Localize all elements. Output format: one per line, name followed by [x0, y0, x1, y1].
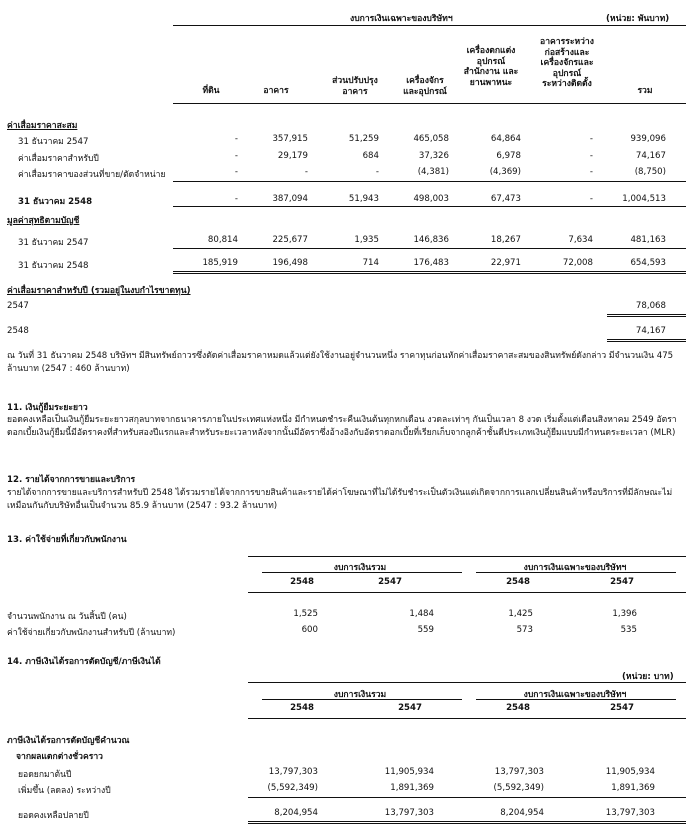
- dep-row-3-construction: -: [589, 167, 593, 177]
- nbv-row-1-rule: [173, 248, 686, 249]
- fully-depreciated-note: ณ วันที่ 31 ธันวาคม 2548 บริษัทฯ มีสินทรัพย์ถาวรซึ่งตัดค่าเสื่อมราคาหมดแล้วแต่ยังใช้งานอยู่จำนวนหนึ่ง ราคาทุนก่อนหักค่าเสื่อมราคาสะสมของสินทรัพย์ดังกล่าว มีจำนวนเงิน 475 ล้านบาท (2547 : 460 ล้านบาท): [7, 351, 674, 374]
- s13-row-1-v4: 1,396: [612, 609, 637, 619]
- s13-row-1-v2: 1,484: [409, 609, 434, 619]
- depyear-2-value: 74,167: [635, 326, 666, 336]
- s14-row-2-v4: 1,891,369: [611, 783, 655, 793]
- section-accumulated-depreciation: ค่าเสื่อมราคาสะสม: [7, 121, 78, 131]
- dep-total-total: 1,004,513: [622, 194, 666, 204]
- s14-row-2-v2: 1,891,369: [390, 783, 434, 793]
- col-improvement-header: ส่วนปรับปรุง อาคาร: [332, 76, 378, 97]
- s14-total-v1: 8,204,954: [274, 808, 318, 818]
- s13-year-2: 2547: [378, 577, 402, 587]
- s14-row-2-v1: (5,592,349): [267, 783, 318, 793]
- dep-total-label: 31 ธันวาคม 2548: [18, 197, 93, 207]
- dep-total-furniture: 67,473: [490, 194, 521, 204]
- table1-header-rule: [173, 103, 686, 104]
- s14-group-separate: งบการเงินเฉพาะของบริษัทฯ: [523, 690, 627, 700]
- depyear-1-rule-1: [607, 314, 686, 315]
- section-net-book-value: มูลค่าสุทธิตามบัญชี: [7, 216, 80, 226]
- s14-subtotal-rule: [248, 797, 686, 798]
- dep-row-1-label: 31 ธันวาคม 2547: [18, 137, 89, 147]
- s13-row-2-label: ค่าใช้จ่ายเกี่ยวกับพนักงานสำหรับปี (ล้านบาท): [7, 628, 176, 638]
- s13-row-2-v4: 535: [620, 625, 637, 635]
- s14-row-1-v1: 13,797,303: [268, 767, 318, 777]
- dep-total-building: 387,094: [272, 194, 308, 204]
- table1-header-group: งบการเงินเฉพาะของบริษัทฯ: [350, 14, 453, 24]
- s14-row-1-v4: 11,905,934: [605, 767, 655, 777]
- dep-row-1-construction: -: [589, 134, 593, 144]
- dep-row-2-land: -: [234, 151, 238, 161]
- s14-subtitle-1: ภาษีเงินได้รอการตัดบัญชีคำนวณ: [7, 736, 130, 746]
- s14-total-v2: 13,797,303: [384, 808, 434, 818]
- section-12-title: 12. รายได้จากการขายและบริการ: [7, 475, 136, 485]
- dep-row-1-building: 357,915: [272, 134, 308, 144]
- dep-row-1-land: -: [234, 134, 238, 144]
- s14-total-v4: 13,797,303: [605, 808, 655, 818]
- col-furniture-header: เครื่องตกแต่ง อุปกรณ์ สำนักงาน และ ยานพาหนะ: [463, 46, 519, 88]
- s13-year-3: 2548: [506, 577, 530, 587]
- section-11-text: ยอดคงเหลือเป็นเงินกู้ยืมระยะยาวสกุลบาทจากธนาคารภายในประเทศแห่งหนึ่ง มีกำหนดชำระคืนเงินต้นทุกหกเดือน งวดละเท่าๆ กันเป็นเวลา 8 งวด เริ่มตั้งแต่เดือนสิงหาคม 2549 อัตราดอกเบี้ยเงินกู้ยืมนี้มีอัตราคงที่สำหรับสองปีแรกและสำหรับระยะเวลาหลังจากนั้นมีอัตราซึ่งอ้างอิงกับอัตราดอกเบี้ยที่เรียกเก็บจากลูกค้าชั้นดีประเภทเงินกู้ยืมแบบมีกำหนดระยะเวลา (MLR): [7, 415, 677, 438]
- s13-row-1-v3: 1,425: [508, 609, 533, 619]
- table1-top-rule: [173, 25, 686, 26]
- s13-group-separate: งบการเงินเฉพาะของบริษัทฯ: [523, 563, 627, 573]
- s13-group-rule-2: [476, 572, 676, 573]
- dep-row-3-machinery: (4,381): [417, 167, 449, 177]
- nbv-row-2-machinery: 176,483: [413, 258, 449, 268]
- nbv-row-2-construction: 72,008: [562, 258, 593, 268]
- dep-row-3-furniture: (4,369): [489, 167, 521, 177]
- section-depreciation-for-year: ค่าเสื่อมราคาสำหรับปี (รวมอยู่ในงบกำไรขาดทุน): [7, 286, 191, 296]
- col-building-header: อาคาร: [263, 86, 289, 96]
- nbv-row-1-improvement: 1,935: [354, 235, 379, 245]
- nbv-row-1-machinery: 146,836: [413, 235, 449, 245]
- s14-year-1: 2548: [290, 703, 314, 713]
- s14-subtitle-2: จากผลแตกต่างชั่วคราว: [16, 752, 103, 762]
- s14-double-rule-2: [248, 823, 686, 824]
- s13-group-consolidated: งบการเงินรวม: [333, 563, 387, 573]
- s14-unit: (หน่วย: บาท): [622, 672, 674, 682]
- s14-group-rule-2: [476, 699, 676, 700]
- nbv-row-1-land: 80,814: [207, 235, 238, 245]
- s13-year-4: 2547: [610, 577, 634, 587]
- depyear-2-label: 2548: [7, 326, 29, 336]
- s14-row-1-v3: 13,797,303: [494, 767, 544, 777]
- s13-row-1-v1: 1,525: [293, 609, 318, 619]
- section-11-title: 11. เงินกู้ยืมระยะยาว: [7, 403, 88, 413]
- dep-row-2-construction: -: [589, 151, 593, 161]
- nbv-row-1-furniture: 18,267: [490, 235, 521, 245]
- s14-top-rule: [248, 682, 686, 683]
- dep-total-construction: -: [589, 194, 593, 204]
- dep-row-1-furniture: 64,864: [490, 134, 521, 144]
- section-12-text: รายได้จากการขายและบริการสำหรับปี 2548 ได้รวมรายได้จากการขายสินค้าและรายได้ค่าโฆษณาที่ไม่ได้รับชำระเป็นตัวเงินแต่เกิดจากการแลกเปลี่ยนสินค้าหรือบริการที่มีลักษณะไม่เหมือนกันกับบริษัทอื่นเป็นจำนวน 85.9 ล้านบาท (2547 : 93.2 ล้านบาท): [7, 488, 673, 511]
- dep-subtotal-rule: [173, 181, 686, 182]
- dep-row-3-label: ค่าเสื่อมราคาของส่วนที่ขาย/ตัดจำหน่าย: [18, 170, 166, 180]
- dep-total-land: -: [234, 194, 238, 204]
- nbv-row-1-building: 225,677: [272, 235, 308, 245]
- s14-row-1-v2: 11,905,934: [384, 767, 434, 777]
- depyear-1-value: 78,068: [635, 301, 666, 311]
- nbv-row-2-furniture: 22,971: [490, 258, 521, 268]
- s14-total-label: ยอดคงเหลือปลายปี: [18, 811, 89, 821]
- table1-unit: (หน่วย: พันบาท): [606, 14, 670, 24]
- depyear-2-rule-2: [607, 341, 686, 342]
- dep-total-rule: [173, 206, 686, 207]
- nbv-double-rule-1: [173, 271, 686, 272]
- col-land-header: ที่ดิน: [202, 86, 220, 96]
- s14-group-consolidated: งบการเงินรวม: [333, 690, 387, 700]
- dep-row-3-building: -: [304, 167, 308, 177]
- s13-row-2-v2: 559: [417, 625, 434, 635]
- s13-row-2-v3: 573: [516, 625, 533, 635]
- s13-group-rule-1: [262, 572, 462, 573]
- col-total-header: รวม: [637, 86, 653, 96]
- nbv-row-1-total: 481,163: [630, 235, 666, 245]
- depyear-2-rule-1: [607, 339, 686, 340]
- dep-row-3-land: -: [234, 167, 238, 177]
- dep-row-2-improvement: 684: [362, 151, 379, 161]
- s14-group-rule-1: [262, 699, 462, 700]
- dep-row-2-furniture: 6,978: [496, 151, 521, 161]
- depyear-1-rule-2: [607, 316, 686, 317]
- nbv-double-rule-2: [173, 273, 686, 274]
- s14-row-2-label: เพิ่มขึ้น (ลดลง) ระหว่างปี: [18, 786, 111, 796]
- dep-row-1-machinery: 465,058: [413, 134, 449, 144]
- nbv-row-2-land: 185,919: [202, 258, 238, 268]
- dep-row-1-improvement: 51,259: [348, 134, 379, 144]
- col-machinery-header: เครื่องจักร และอุปกรณ์: [403, 76, 447, 97]
- dep-row-2-label: ค่าเสื่อมราคาสำหรับปี: [18, 154, 99, 164]
- s14-double-rule-1: [248, 821, 686, 822]
- s13-header-rule: [248, 592, 686, 593]
- nbv-row-1-construction: 7,634: [568, 235, 593, 245]
- depyear-1-label: 2547: [7, 301, 29, 311]
- col-construction-header: อาคารระหว่าง ก่อสร้างและ เครื่องจักรและ อุปกรณ์ ระหว่างติดตั้ง: [540, 37, 594, 89]
- section-13-title: 13. ค่าใช้จ่ายที่เกี่ยวกับพนักงาน: [7, 535, 127, 545]
- dep-total-machinery: 498,003: [413, 194, 449, 204]
- nbv-row-2-improvement: 714: [362, 258, 379, 268]
- s14-year-2: 2547: [398, 703, 422, 713]
- s13-top-rule: [248, 556, 686, 557]
- section-14-title: 14. ภาษีเงินได้รอการตัดบัญชี/ภาษีเงินได้: [7, 657, 161, 667]
- nbv-row-2-label: 31 ธันวาคม 2548: [18, 261, 89, 271]
- s14-header-rule: [248, 718, 686, 719]
- dep-row-3-improvement: -: [375, 167, 379, 177]
- dep-row-2-building: 29,179: [277, 151, 308, 161]
- nbv-row-2-building: 196,498: [272, 258, 308, 268]
- s13-year-1: 2548: [290, 577, 314, 587]
- nbv-row-2-total: 654,593: [630, 258, 666, 268]
- dep-row-2-machinery: 37,326: [418, 151, 449, 161]
- s14-row-2-v3: (5,592,349): [493, 783, 544, 793]
- dep-row-2-total: 74,167: [635, 151, 666, 161]
- s14-row-1-label: ยอดยกมาต้นปี: [18, 770, 72, 780]
- dep-row-3-total: (8,750): [634, 167, 666, 177]
- dep-total-improvement: 51,943: [348, 194, 379, 204]
- s13-row-2-v1: 600: [301, 625, 318, 635]
- s14-year-4: 2547: [610, 703, 634, 713]
- nbv-row-1-label: 31 ธันวาคม 2547: [18, 238, 89, 248]
- s13-row-1-label: จำนวนพนักงาน ณ วันสิ้นปี (คน): [7, 612, 127, 622]
- dep-row-1-total: 939,096: [630, 134, 666, 144]
- s14-total-v3: 8,204,954: [500, 808, 544, 818]
- s14-year-3: 2548: [506, 703, 530, 713]
